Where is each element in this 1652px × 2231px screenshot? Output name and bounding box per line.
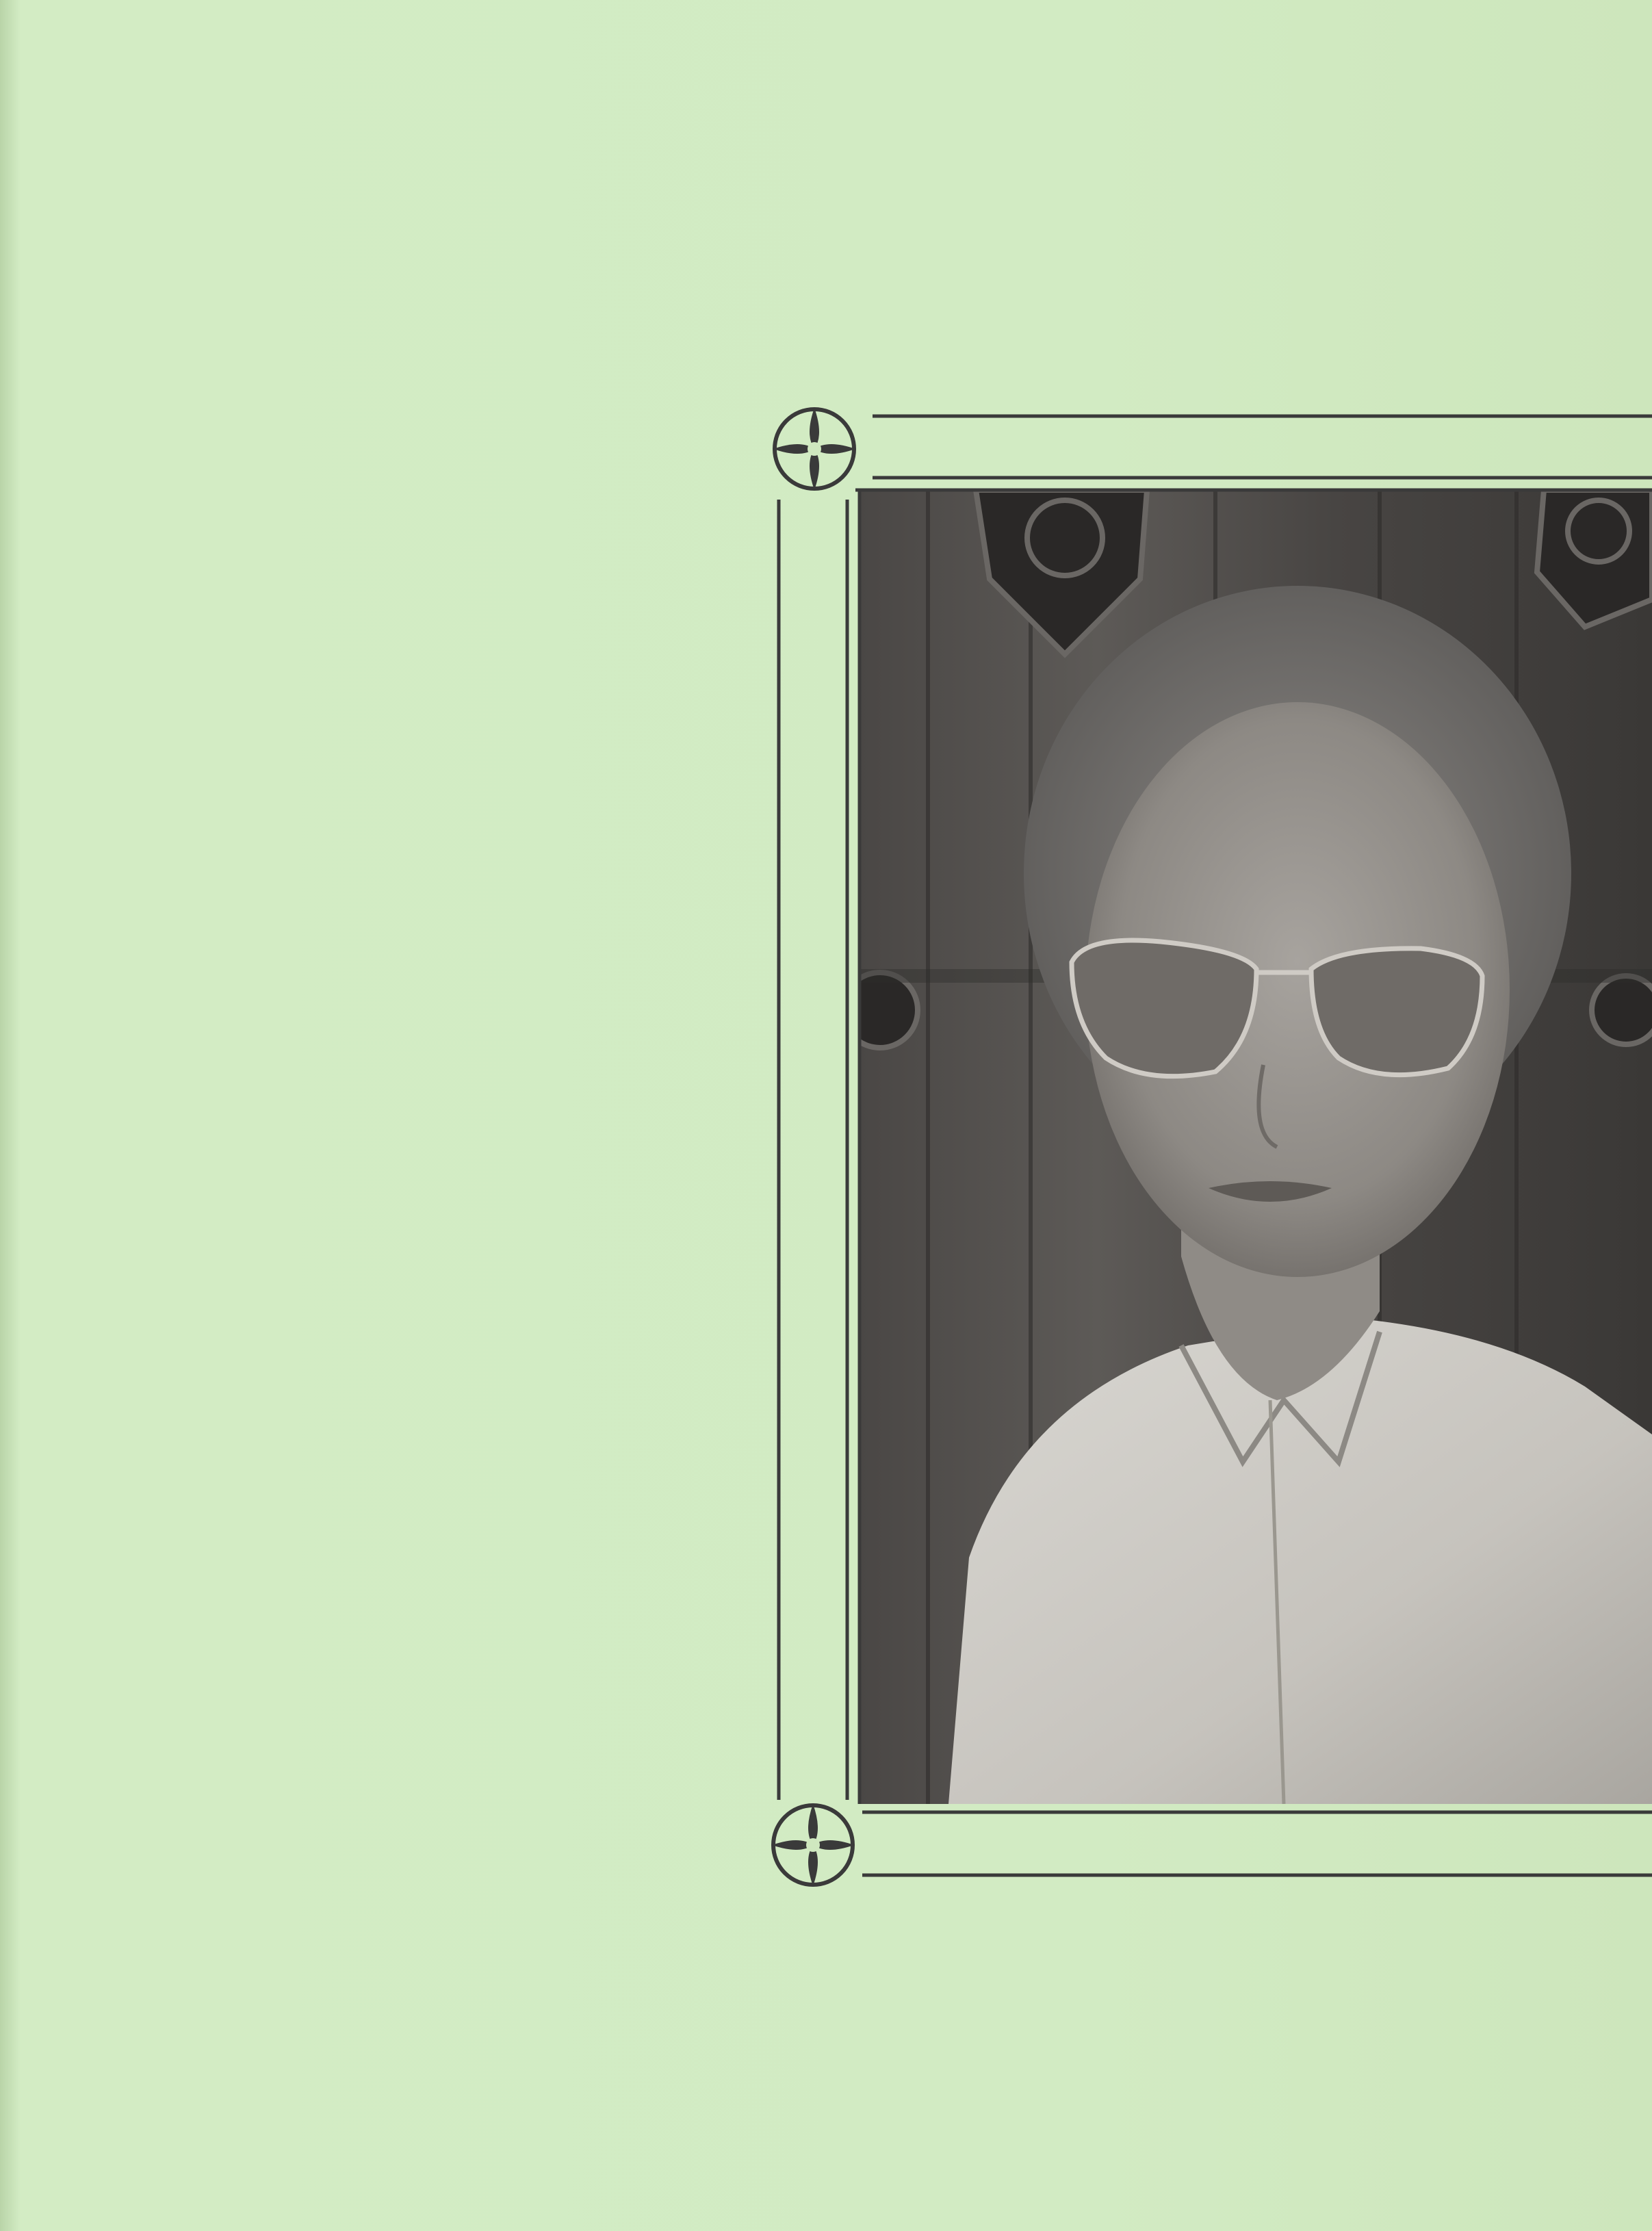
page-title xyxy=(636,137,1184,342)
corner-ornament-icon xyxy=(772,1804,854,1886)
corner-ornament-icon xyxy=(773,408,855,490)
decorative-frame xyxy=(766,404,1652,1896)
